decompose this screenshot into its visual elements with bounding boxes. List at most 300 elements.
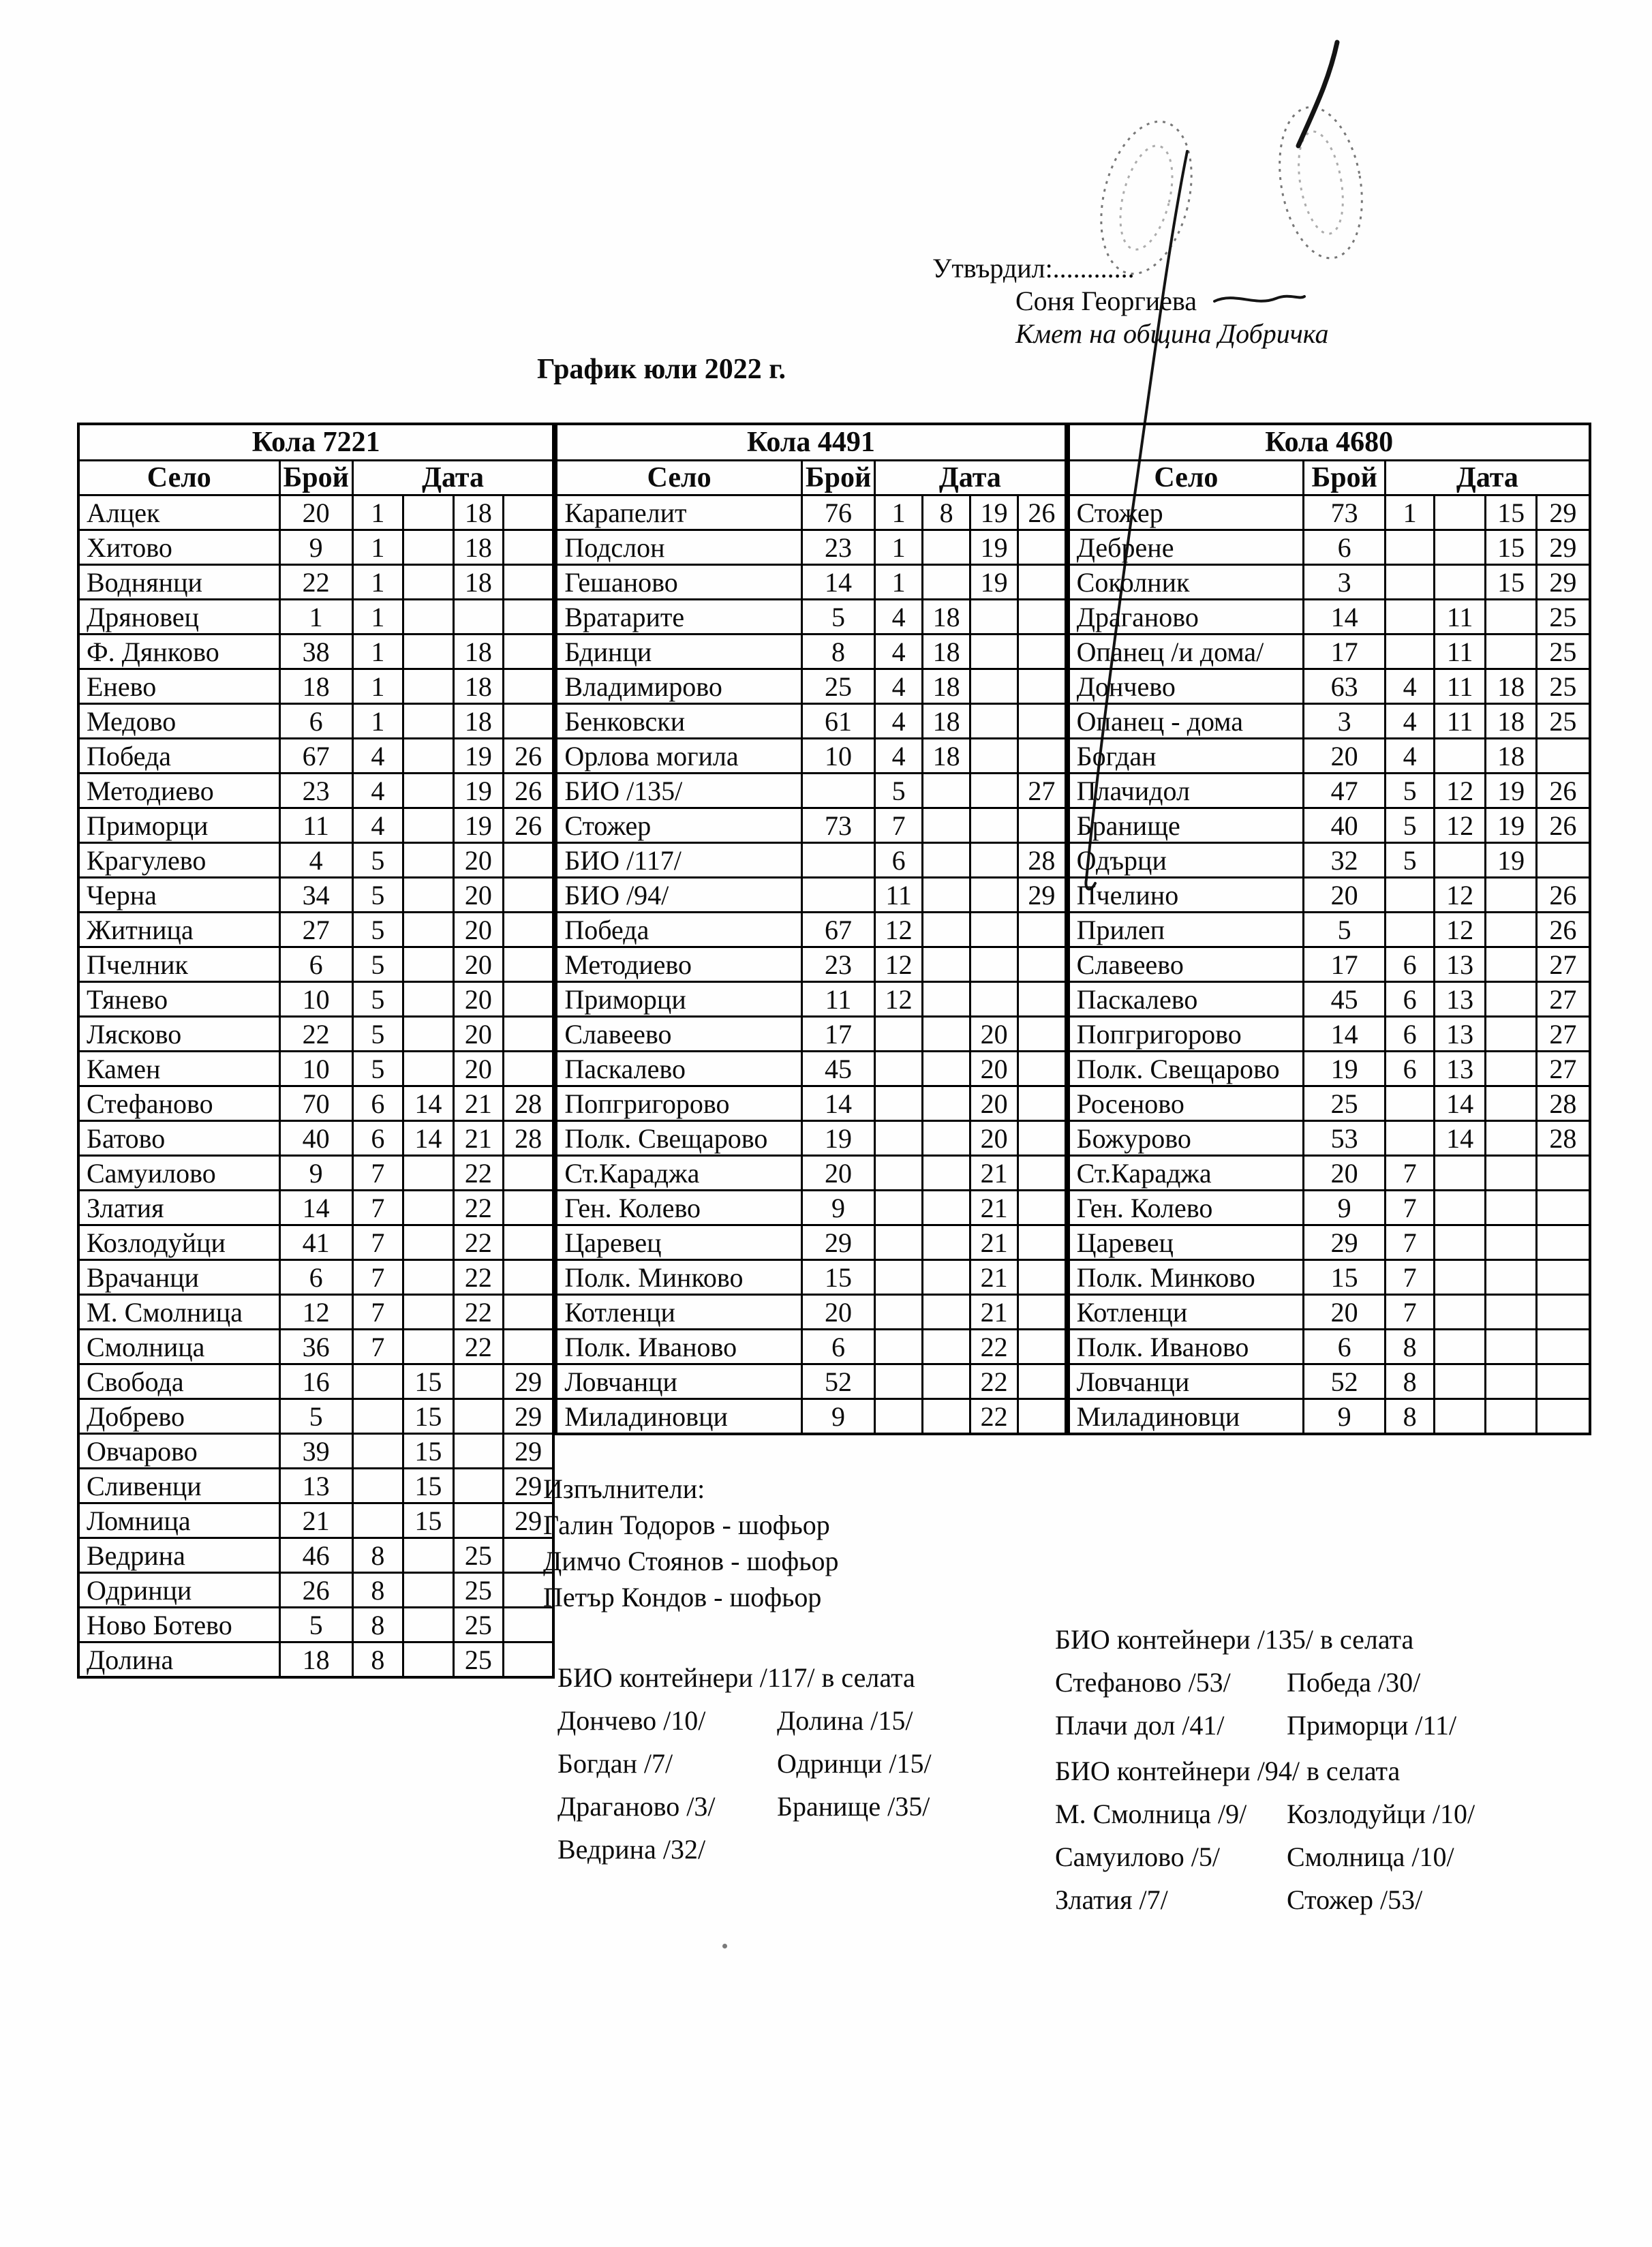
count-cell: 41: [279, 1225, 352, 1260]
date-cell: 21: [970, 1191, 1018, 1225]
date-cell: [503, 1191, 553, 1225]
village-cell: Методиево: [556, 947, 801, 982]
date-cell: [503, 600, 553, 635]
date-cell: 1: [352, 669, 403, 704]
count-cell: 70: [279, 1086, 352, 1121]
date-cell: [1018, 1225, 1066, 1260]
date-cell: 26: [1537, 913, 1590, 947]
village-cell: Дончево: [1069, 669, 1304, 704]
date-cell: [1537, 1156, 1590, 1191]
date-cell: 19: [970, 530, 1018, 565]
date-cell: [875, 1017, 923, 1052]
count-cell: 22: [279, 1017, 352, 1052]
date-cell: 5: [352, 878, 403, 913]
date-cell: [503, 669, 553, 704]
date-cell: 15: [1486, 565, 1537, 600]
count-cell: 3: [1304, 704, 1386, 739]
date-cell: [970, 635, 1018, 669]
date-cell: [403, 913, 453, 947]
date-cell: 7: [352, 1225, 403, 1260]
schedule-table-1: [77, 423, 555, 1679]
date-cell: [1018, 1017, 1066, 1052]
date-cell: 18: [453, 530, 503, 565]
table-row: [78, 1573, 553, 1608]
village-cell: Ф. Дянково: [78, 635, 279, 669]
bio-note-94: [1055, 1755, 1475, 1916]
table-row: [78, 1642, 553, 1678]
table-row: [1069, 1295, 1590, 1330]
date-cell: [1537, 1295, 1590, 1330]
count-cell: 14: [1304, 600, 1386, 635]
village-cell: Вратарите: [556, 600, 801, 635]
date-cell: 28: [1537, 1121, 1590, 1156]
date-cell: 21: [970, 1260, 1018, 1295]
date-cell: 6: [875, 843, 923, 878]
count-cell: [801, 774, 874, 808]
count-cell: 9: [1304, 1399, 1386, 1435]
date-cell: 18: [923, 704, 970, 739]
date-cell: [1018, 913, 1066, 947]
village-cell: Полк. Свещарово: [556, 1121, 801, 1156]
village-cell: Ген. Колево: [1069, 1191, 1304, 1225]
date-cell: 18: [453, 565, 503, 600]
date-cell: 19: [1486, 774, 1537, 808]
date-cell: [1486, 878, 1537, 913]
village-cell: Овчарово: [78, 1434, 279, 1469]
count-cell: 16: [279, 1364, 352, 1399]
date-cell: 20: [970, 1052, 1018, 1086]
date-cell: [503, 1017, 553, 1052]
date-cell: 27: [1537, 1052, 1590, 1086]
date-cell: 7: [1386, 1225, 1435, 1260]
date-cell: 29: [503, 1399, 553, 1434]
schedule-table-3: [1067, 423, 1591, 1435]
date-cell: [1018, 635, 1066, 669]
table-row: [1069, 947, 1590, 982]
date-cell: 5: [352, 982, 403, 1017]
table-row: [78, 1434, 553, 1469]
col-header-count: Брой: [801, 461, 874, 495]
date-cell: [923, 1191, 970, 1225]
village-cell: Соколник: [1069, 565, 1304, 600]
date-cell: 15: [1486, 495, 1537, 530]
table-row: [1069, 565, 1590, 600]
village-cell: Батово: [78, 1121, 279, 1156]
date-cell: [1537, 1330, 1590, 1364]
date-cell: [503, 878, 553, 913]
village-cell: Камен: [78, 1052, 279, 1086]
date-cell: [1435, 1191, 1486, 1225]
table-row: [1069, 808, 1590, 843]
village-cell: Подслон: [556, 530, 801, 565]
count-cell: 4: [279, 843, 352, 878]
date-cell: [352, 1399, 403, 1434]
table-row: [556, 982, 1065, 1017]
date-cell: 1: [352, 565, 403, 600]
count-cell: 53: [1304, 1121, 1386, 1156]
date-cell: 18: [923, 669, 970, 704]
date-cell: [453, 600, 503, 635]
date-cell: [1018, 669, 1066, 704]
date-cell: 1: [875, 565, 923, 600]
table-row: [78, 808, 553, 843]
count-cell: 29: [1304, 1225, 1386, 1260]
date-cell: [503, 565, 553, 600]
date-cell: 11: [1435, 600, 1486, 635]
count-cell: 63: [1304, 669, 1386, 704]
table-row: [556, 1156, 1065, 1191]
date-cell: [1386, 565, 1435, 600]
bio-note-item: Одринци /15/: [777, 1748, 932, 1779]
date-cell: [1018, 808, 1066, 843]
village-cell: Самуилово: [78, 1156, 279, 1191]
bio-note-item: Козлодуйци /10/: [1287, 1799, 1475, 1829]
date-cell: 20: [453, 1017, 503, 1052]
date-cell: 8: [352, 1538, 403, 1573]
date-cell: [875, 1121, 923, 1156]
date-cell: [970, 808, 1018, 843]
table-row: [556, 704, 1065, 739]
date-cell: 6: [1386, 1052, 1435, 1086]
date-cell: [503, 1330, 553, 1364]
date-cell: 5: [352, 947, 403, 982]
date-cell: 11: [1435, 669, 1486, 704]
date-cell: [923, 913, 970, 947]
table-row: [78, 1469, 553, 1503]
count-cell: 5: [1304, 913, 1386, 947]
schedule-table-2: [555, 423, 1067, 1435]
date-cell: [1435, 1225, 1486, 1260]
village-cell: Сливенци: [78, 1469, 279, 1503]
date-cell: 8: [1386, 1330, 1435, 1364]
count-cell: 40: [1304, 808, 1386, 843]
date-cell: 22: [453, 1191, 503, 1225]
village-cell: Златия: [78, 1191, 279, 1225]
bio-note-grid: [557, 1705, 932, 1865]
date-cell: [970, 704, 1018, 739]
village-cell: Ген. Колево: [556, 1191, 801, 1225]
date-cell: [1537, 1364, 1590, 1399]
count-cell: 5: [279, 1399, 352, 1434]
count-cell: 23: [801, 947, 874, 982]
date-cell: [403, 1156, 453, 1191]
village-cell: Медово: [78, 704, 279, 739]
date-cell: [503, 947, 553, 982]
table-row: [1069, 600, 1590, 635]
count-cell: 12: [279, 1295, 352, 1330]
village-cell: Тянево: [78, 982, 279, 1017]
count-cell: 73: [1304, 495, 1386, 530]
village-cell: Бенковски: [556, 704, 801, 739]
count-cell: 39: [279, 1434, 352, 1469]
bio-note-item: Самуилово /5/: [1055, 1841, 1220, 1872]
count-cell: 14: [801, 565, 874, 600]
village-cell: Полк. Иваново: [1069, 1330, 1304, 1364]
date-cell: 21: [970, 1295, 1018, 1330]
date-cell: [1018, 704, 1066, 739]
village-cell: БИО /135/: [556, 774, 801, 808]
count-cell: 20: [801, 1295, 874, 1330]
date-cell: 29: [503, 1434, 553, 1469]
village-cell: Орлова могила: [556, 739, 801, 774]
table-row: [78, 774, 553, 808]
date-cell: 12: [875, 982, 923, 1017]
table-row: [1069, 1364, 1590, 1399]
count-cell: 17: [1304, 635, 1386, 669]
table-row: [1069, 1191, 1590, 1225]
date-cell: [923, 843, 970, 878]
bio-note-135: [1055, 1623, 1456, 1741]
village-cell: Методиево: [78, 774, 279, 808]
date-cell: [1537, 1191, 1590, 1225]
village-cell: Ст.Караджа: [1069, 1156, 1304, 1191]
date-cell: 5: [1386, 843, 1435, 878]
date-cell: [403, 1260, 453, 1295]
date-cell: [1486, 600, 1537, 635]
table-row: [1069, 774, 1590, 808]
table-row: [78, 1052, 553, 1086]
date-cell: 12: [1435, 774, 1486, 808]
bio-note-item: Бранище /35/: [777, 1791, 930, 1822]
village-cell: Плачидол: [1069, 774, 1304, 808]
date-cell: [1018, 1364, 1066, 1399]
executor-item: Галин Тодоров - шофьор: [543, 1510, 830, 1540]
village-cell: Гешаново: [556, 565, 801, 600]
date-cell: [923, 1225, 970, 1260]
count-cell: 20: [279, 495, 352, 530]
village-cell: Паскалево: [1069, 982, 1304, 1017]
count-cell: 10: [279, 1052, 352, 1086]
date-cell: 28: [503, 1121, 553, 1156]
bio-note-grid: [1055, 1666, 1456, 1741]
date-cell: 4: [875, 739, 923, 774]
village-cell: Врачанци: [78, 1260, 279, 1295]
date-cell: [503, 982, 553, 1017]
count-cell: 20: [1304, 1295, 1386, 1330]
table-row: [78, 1608, 553, 1642]
date-cell: [875, 1156, 923, 1191]
table-row: [78, 1156, 553, 1191]
date-cell: [875, 1364, 923, 1399]
table-row: [1069, 1052, 1590, 1086]
table-row: [1069, 878, 1590, 913]
table-row: [78, 1295, 553, 1330]
table-row: [1069, 1399, 1590, 1435]
village-cell: Свобода: [78, 1364, 279, 1399]
date-cell: [1435, 565, 1486, 600]
date-cell: [923, 565, 970, 600]
col-header-date: Дата: [1386, 461, 1590, 495]
date-cell: [352, 1434, 403, 1469]
count-cell: 14: [1304, 1017, 1386, 1052]
village-cell: БИО /94/: [556, 878, 801, 913]
table-row: [1069, 739, 1590, 774]
table-row: [1069, 704, 1590, 739]
date-cell: 25: [453, 1642, 503, 1678]
village-cell: Стефаново: [78, 1086, 279, 1121]
date-cell: 7: [352, 1260, 403, 1295]
date-cell: 12: [875, 913, 923, 947]
date-cell: 21: [453, 1121, 503, 1156]
table-row: [78, 704, 553, 739]
table-row: [78, 1017, 553, 1052]
count-cell: 47: [1304, 774, 1386, 808]
table-row: [78, 1191, 553, 1225]
village-cell: Приморци: [78, 808, 279, 843]
date-cell: 1: [352, 530, 403, 565]
date-cell: 18: [1486, 669, 1537, 704]
village-cell: Попгригорово: [1069, 1017, 1304, 1052]
count-cell: 34: [279, 878, 352, 913]
date-cell: [923, 878, 970, 913]
date-cell: [1386, 1086, 1435, 1121]
village-cell: Ломница: [78, 1503, 279, 1538]
date-cell: 1: [352, 600, 403, 635]
count-cell: 20: [1304, 1156, 1386, 1191]
count-cell: 9: [1304, 1191, 1386, 1225]
table-row: [78, 913, 553, 947]
date-cell: 6: [1386, 947, 1435, 982]
date-cell: [1435, 495, 1486, 530]
date-cell: [503, 1156, 553, 1191]
date-cell: 8: [352, 1573, 403, 1608]
date-cell: [1018, 1121, 1066, 1156]
village-cell: Славеево: [1069, 947, 1304, 982]
count-cell: 1: [279, 600, 352, 635]
village-cell: Пчелник: [78, 947, 279, 982]
count-cell: 29: [801, 1225, 874, 1260]
date-cell: [875, 1295, 923, 1330]
date-cell: [1018, 1399, 1066, 1435]
count-cell: 27: [279, 913, 352, 947]
date-cell: [1435, 1364, 1486, 1399]
date-cell: [923, 1295, 970, 1330]
date-cell: [403, 635, 453, 669]
count-cell: 61: [801, 704, 874, 739]
count-cell: 9: [801, 1191, 874, 1225]
date-cell: [403, 1052, 453, 1086]
date-cell: [503, 1642, 553, 1678]
date-cell: 19: [970, 565, 1018, 600]
table-row: [1069, 669, 1590, 704]
table-row: [1069, 530, 1590, 565]
date-cell: [970, 947, 1018, 982]
table-row: [78, 1086, 553, 1121]
table-row: [1069, 1225, 1590, 1260]
date-cell: 19: [453, 739, 503, 774]
village-cell: Козлодуйци: [78, 1225, 279, 1260]
date-cell: 15: [403, 1503, 453, 1538]
count-cell: 73: [801, 808, 874, 843]
date-cell: 28: [1018, 843, 1066, 878]
date-cell: [1537, 1399, 1590, 1435]
table-row: [556, 1121, 1065, 1156]
date-cell: 27: [1537, 947, 1590, 982]
table-row: [556, 1295, 1065, 1330]
date-cell: 25: [453, 1573, 503, 1608]
table-row: [556, 1225, 1065, 1260]
table-row: [556, 669, 1065, 704]
table-title: Кола 4680: [1069, 424, 1590, 461]
date-cell: 13: [1435, 982, 1486, 1017]
bio-note-item: Приморци /11/: [1287, 1710, 1457, 1741]
date-cell: 13: [1435, 1017, 1486, 1052]
date-cell: 15: [403, 1364, 453, 1399]
table-row: [556, 495, 1065, 530]
stamp-right-icon: [1268, 101, 1373, 265]
count-cell: 21: [279, 1503, 352, 1538]
village-cell: Миладиновци: [556, 1399, 801, 1435]
date-cell: 18: [923, 635, 970, 669]
count-cell: 15: [801, 1260, 874, 1295]
bio-note-title: БИО контейнери /94/ в селата: [1055, 1756, 1401, 1786]
date-cell: 15: [1486, 530, 1537, 565]
date-cell: 19: [970, 495, 1018, 530]
table-row: [556, 739, 1065, 774]
village-cell: Прилеп: [1069, 913, 1304, 947]
date-cell: 15: [403, 1469, 453, 1503]
date-cell: [403, 1295, 453, 1330]
date-cell: [403, 565, 453, 600]
date-cell: [453, 1434, 503, 1469]
table-row: [556, 947, 1065, 982]
date-cell: 12: [1435, 808, 1486, 843]
date-cell: [1486, 1295, 1537, 1330]
date-cell: 6: [1386, 1017, 1435, 1052]
bio-note-item: Ведрина /32/: [557, 1834, 706, 1865]
village-cell: Богдан: [1069, 739, 1304, 774]
date-cell: [503, 843, 553, 878]
count-cell: 14: [801, 1086, 874, 1121]
table-row: [78, 530, 553, 565]
date-cell: [403, 739, 453, 774]
date-cell: 5: [1386, 808, 1435, 843]
date-cell: 12: [1435, 878, 1486, 913]
count-cell: 20: [1304, 739, 1386, 774]
date-cell: 22: [970, 1399, 1018, 1435]
date-cell: [1435, 1156, 1486, 1191]
date-cell: 18: [453, 704, 503, 739]
date-cell: 22: [970, 1364, 1018, 1399]
date-cell: [1486, 947, 1537, 982]
date-cell: 18: [923, 739, 970, 774]
date-cell: [1386, 913, 1435, 947]
date-cell: 21: [970, 1156, 1018, 1191]
bio-note-title: БИО контейнери /135/ в селата: [1055, 1624, 1414, 1655]
village-cell: Черна: [78, 878, 279, 913]
date-cell: 25: [453, 1608, 503, 1642]
date-cell: 4: [352, 739, 403, 774]
date-cell: [503, 635, 553, 669]
count-cell: 17: [1304, 947, 1386, 982]
approval-block: [932, 252, 1329, 350]
bio-note-item: М. Смолница /9/: [1055, 1799, 1247, 1829]
table-row: [1069, 843, 1590, 878]
date-cell: 1: [352, 495, 403, 530]
date-cell: [1435, 1260, 1486, 1295]
date-cell: [923, 1156, 970, 1191]
date-cell: [1435, 1295, 1486, 1330]
table-row: [556, 1086, 1065, 1121]
date-cell: 22: [970, 1330, 1018, 1364]
count-cell: 9: [279, 530, 352, 565]
date-cell: [403, 669, 453, 704]
date-cell: 20: [453, 982, 503, 1017]
date-cell: [923, 1364, 970, 1399]
date-cell: 11: [1435, 704, 1486, 739]
date-cell: [503, 913, 553, 947]
bio-note-grid: [1055, 1798, 1475, 1916]
